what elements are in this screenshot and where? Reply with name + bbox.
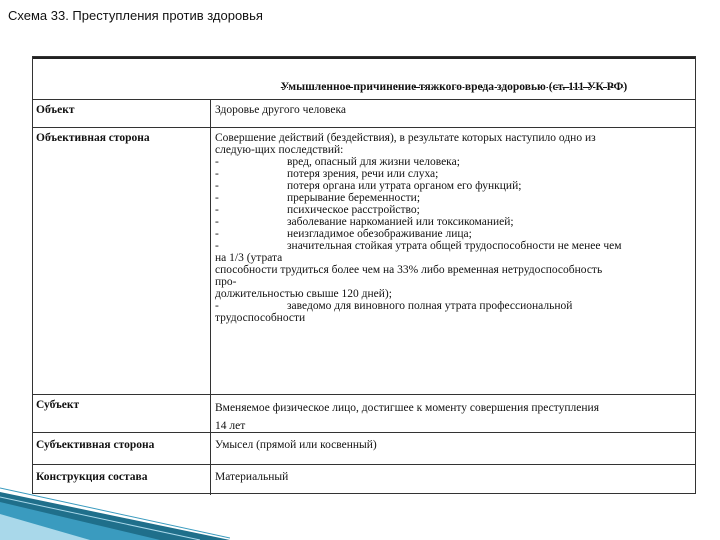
row-subjective-side-value: Умысел (прямой или косвенный) bbox=[215, 439, 377, 451]
row-subject bbox=[33, 394, 695, 432]
row-objective-side bbox=[33, 127, 695, 394]
consequence-continuation: должительностью свыше 120 дней); bbox=[215, 288, 392, 300]
consequence-item: - потеря органа или утрата органом его функций; bbox=[215, 180, 522, 192]
slide-title: Схема 33. Преступления против здоровья bbox=[8, 8, 263, 23]
consequence-continuation: про- bbox=[215, 276, 237, 288]
consequence-continuation: способности трудиться более чем на 33% либо временная нетрудоспособность bbox=[215, 264, 603, 276]
row-subject-label: Субъект bbox=[33, 395, 211, 432]
consequence-last-line: трудоспособности bbox=[215, 312, 306, 324]
consequence-item: - вред, опасный для жизни человека; bbox=[215, 156, 460, 168]
consequence-item: - психическое расстройство; bbox=[215, 204, 420, 216]
row-objective-side-label: Объективная сторона bbox=[33, 128, 211, 394]
table-header-title: Умышленное причинение тяжкого вреда здоровью (ст. 111 УК РФ) bbox=[280, 81, 628, 93]
row-object bbox=[33, 99, 695, 127]
objective-intro-line1: Совершение действий (бездействия), в результате которых наступило одно из bbox=[215, 132, 596, 144]
consequence-continuation: на 1/3 (утрата bbox=[215, 252, 283, 264]
decorative-wave-graphic bbox=[0, 440, 230, 540]
consequence-item: - неизгладимое обезображивание лица; bbox=[215, 228, 472, 240]
row-subjective-side-label: Субъективная сторона bbox=[33, 433, 211, 464]
table-header-row bbox=[33, 57, 695, 99]
row-object-value: Здоровье другого человека bbox=[215, 104, 347, 116]
consequence-item: - заболевание наркоманией или токсикоманией; bbox=[215, 216, 514, 228]
crime-composition-table bbox=[32, 56, 696, 494]
row-construction-value: Материальный bbox=[215, 471, 289, 483]
row-object-label: Объект bbox=[33, 100, 211, 127]
consequence-item: - прерывание беременности; bbox=[215, 192, 421, 204]
row-construction-label: Конструкция состава bbox=[33, 465, 211, 495]
row-objective-side-value bbox=[211, 128, 695, 394]
subject-value-line2: 14 лет bbox=[215, 420, 246, 432]
subject-value-line1: Вменяемое физическое лицо, достигшее к моменту совершения преступления bbox=[215, 402, 600, 414]
row-subject-value bbox=[211, 395, 695, 432]
consequence-item: - заведомо для виновного полная утрата профессиональной bbox=[215, 300, 573, 312]
consequence-item: - потеря зрения, речи или слуха; bbox=[215, 168, 439, 180]
consequence-item: - значительная стойкая утрата общей трудоспособности не менее чем bbox=[215, 240, 622, 252]
objective-intro-line2: следую-щих последствий: bbox=[215, 144, 344, 156]
